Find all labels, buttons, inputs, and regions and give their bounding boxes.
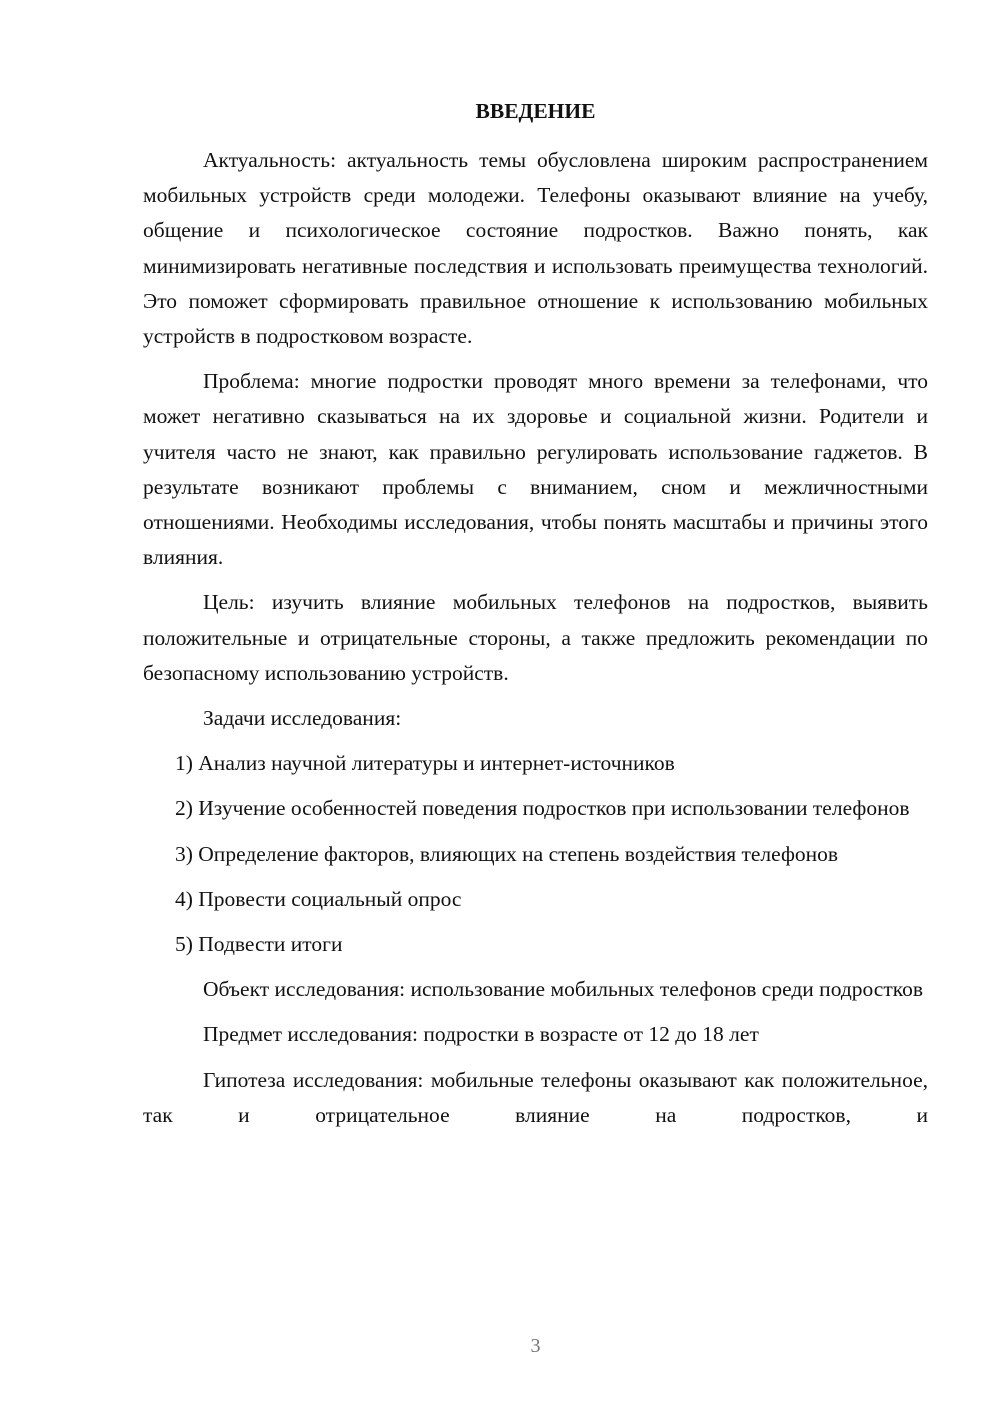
paragraph-goal: Цель: изучить влияние мобильных телефонов на подростков, выявить положительные и отрицательные стороны, а также предложить рекомендации по безопасному использованию устройств. xyxy=(143,590,928,685)
task-item: 1) Анализ научной литературы и интернет-источников xyxy=(175,751,675,776)
tasks-title: Задачи исследования: xyxy=(203,706,402,731)
paragraph-problem: Проблема: многие подростки проводят много времени за телефонами, что может негативно сказываться на их здоровье и социальной жизни. Родители и учителя часто не знают, как правильно регулировать использование гаджетов. В результате возникают проблемы с вниманием, сном и межличностными отношениями. Необходимы исследования, чтобы понять масштабы и причины этого влияния. xyxy=(143,369,928,570)
task-item: 4) Провести социальный опрос xyxy=(175,886,462,911)
page-number: 3 xyxy=(530,1335,541,1357)
paragraph-object: Объект исследования: использование мобильных телефонов среди подростков xyxy=(203,977,923,1002)
section-heading: ВВЕДЕНИЕ xyxy=(475,99,596,123)
task-item: 3) Определение факторов, влияющих на степень воздействия телефонов xyxy=(175,841,839,866)
paragraph-subject: Предмет исследования: подростки в возрасте от 12 до 18 лет xyxy=(203,1022,759,1047)
task-item: 2) Изучение особенностей поведения подростков при использовании телефонов xyxy=(175,796,910,821)
paragraph-relevance: Актуальность: актуальность темы обусловлена широким распространением мобильных устройств среди молодежи. Телефоны оказывают влияние на учебу, общение и психологическое состояние подростков. Важно понять, как минимизировать негативные последствия и использовать преимущества технологий. Это поможет сформировать правильное отношение к использованию мобильных устройств в подростковом возрасте. xyxy=(143,148,928,349)
body-text xyxy=(143,143,928,1143)
paragraph-hypothesis: Гипотеза исследования: мобильные телефоны оказывают как положительное, так и отрицательное влияние на подростков, и xyxy=(143,1067,928,1127)
task-item: 5) Подвести итоги xyxy=(175,932,343,957)
